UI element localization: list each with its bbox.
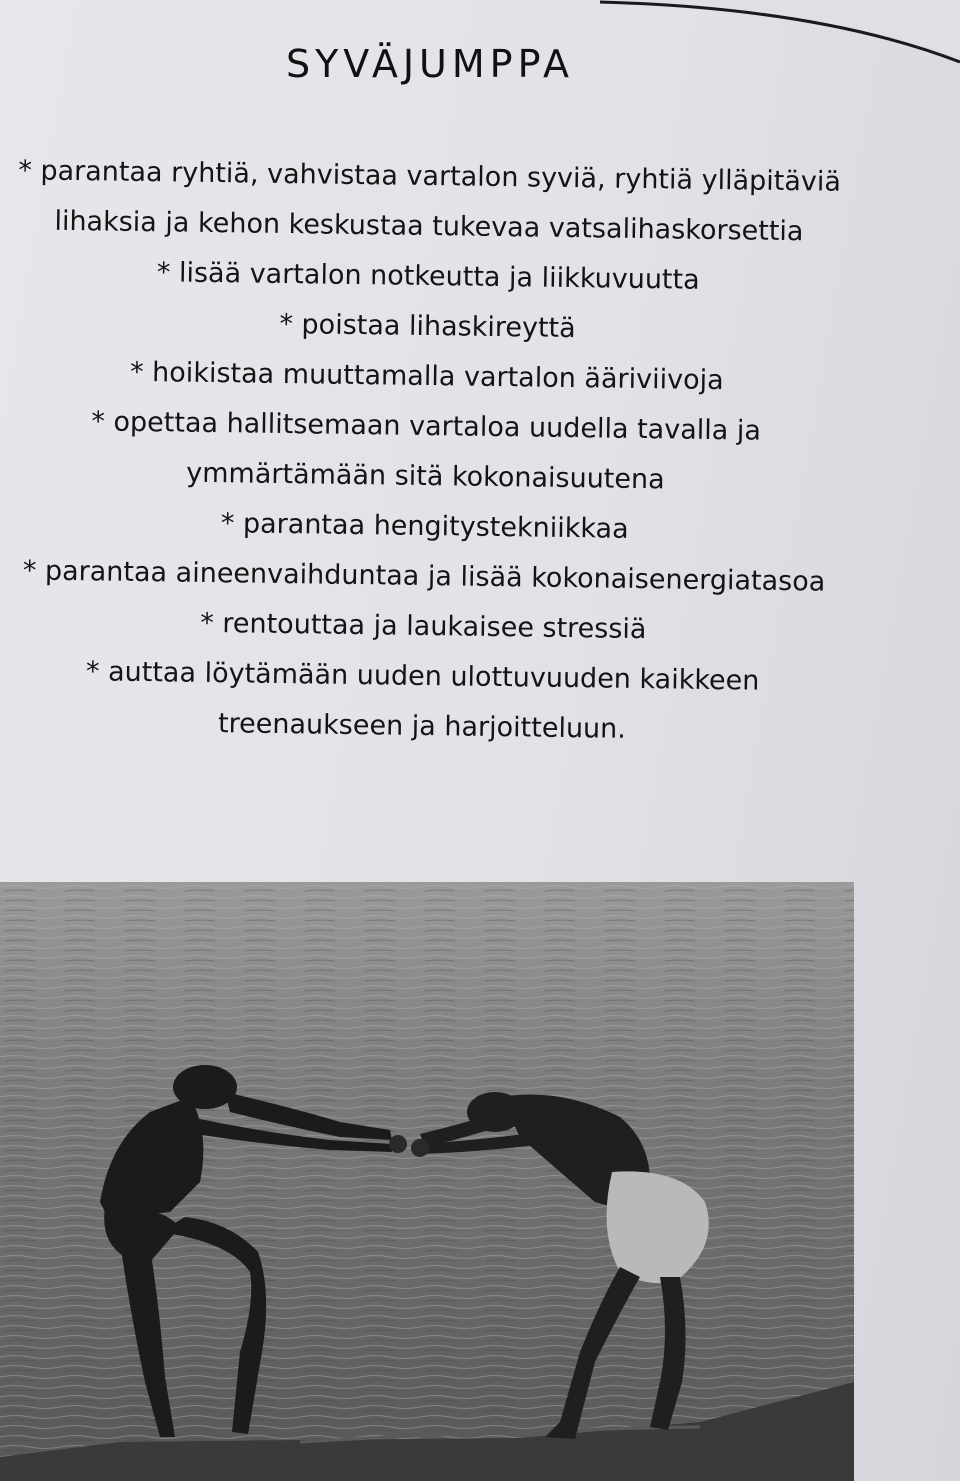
list-item: lihaksia ja kehon keskustaa tukevaa vatsalihaskorsettia <box>54 205 804 248</box>
list-item: ymmärtämään sitä kokonaisuutena <box>186 457 665 496</box>
list-item: * lisää vartalon notkeutta ja liikkuvuutta <box>156 257 700 296</box>
list-item: * parantaa aineenvaihduntaa ja lisää kokonaisenergiatasoa <box>22 555 826 598</box>
list-item: treenaukseen ja harjoitteluun. <box>217 708 627 745</box>
list-item: * rentouttaa ja laukaisee stressiä <box>200 607 647 646</box>
exercise-photo <box>0 882 854 1481</box>
list-item: * poistaa lihaskireyttä <box>279 308 576 345</box>
list-item: * parantaa hengitystekniikkaa <box>220 508 629 545</box>
list-item: * parantaa ryhtiä, vahvistaa vartalon syviä, ryhtiä ylläpitäviä <box>18 155 842 198</box>
page-title: SYVÄJUMPPA <box>285 42 575 86</box>
list-item: * auttaa löytämään uuden ulottuvuuden kaikkeen <box>85 656 760 697</box>
benefit-list <box>0 146 860 758</box>
list-item: * opettaa hallitsemaan vartaloa uudella tavalla ja <box>91 406 762 447</box>
list-item: * hoikistaa muuttamalla vartalon ääriviivoja <box>129 356 724 397</box>
